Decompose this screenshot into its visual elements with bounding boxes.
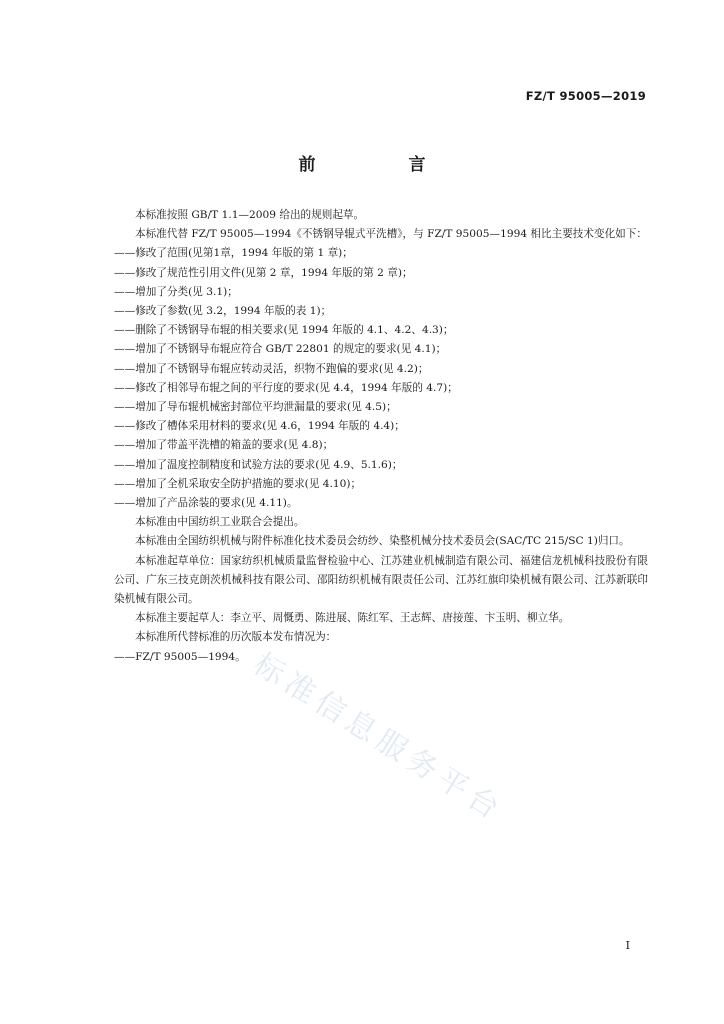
changes-list bbox=[114, 244, 648, 513]
paragraph: 本标准由全国纺织机械与附件标准化技术委员会纺纱、染整机械分技术委员会(SAC/TC 215/SC 1)归口。 bbox=[135, 535, 630, 548]
paragraph: 本标准按照 GB/T 1.1—2009 给出的规则起草。 bbox=[135, 209, 365, 221]
list-item: ——增加了不锈钢导布辊应符合 GB/T 22801 的规定的要求(见 4.1)； bbox=[114, 343, 447, 356]
paragraph: 本标准代替 FZ/T 95005—1994《不锈钢导辊式平洗槽》，与 FZ/T 95005—1994 相比主要技术变化如下： bbox=[135, 228, 647, 241]
list-item: ——增加了带盖平洗槽的箱盖的要求(见 4.8)； bbox=[114, 439, 334, 452]
list-item: ——修改了槽体采用材料的要求(见 4.6，1994 年版的 4.4)； bbox=[114, 420, 405, 433]
list-item: ——修改了相邻导布辊之间的平行度的要求(见 4.4，1994 年版的 4.7)； bbox=[114, 381, 458, 394]
list-item: ——增加了不锈钢导布辊应转动灵活，织物不跑偏的要求(见 4.2)； bbox=[114, 362, 429, 375]
foreword-body bbox=[114, 206, 648, 667]
list-item: ——修改了规范性引用文件(见第 2 章，1994 年版的第 2 章)； bbox=[114, 266, 413, 279]
list-item: ——删除了不锈钢导布辊的相关要求(见 1994 年版的 4.1、4.2、4.3)； bbox=[114, 324, 454, 337]
list-item: ——修改了参数(见 3.2，1994 年版的表 1)； bbox=[114, 305, 332, 318]
page-number: I bbox=[625, 939, 630, 952]
paragraph: 本标准由中国纺织工业联合会提出。 bbox=[135, 516, 305, 529]
list-item: ——增加了导布辊机械密封部位平均泄漏量的要求(见 4.5)； bbox=[114, 401, 397, 414]
list-item: ——增加了分类(见 3.1)； bbox=[114, 285, 238, 298]
list-item: ——FZ/T 95005—1994。 bbox=[114, 650, 246, 663]
list-item: ——修改了范围(见第1章，1994 年版的第 1 章)； bbox=[114, 247, 353, 260]
list-item: ——增加了产品涂装的要求(见 4.11)。 bbox=[114, 497, 298, 510]
paragraph: 本标准起草单位：国家纺织机械质量监督检验中心、江苏建业机械制造有限公司、福建信龙机械科技股份有限公司、广东三技克朗茨机械科技有限公司、邵阳纺织机械有限责任公司、江苏红旗印染机械有限公司、江苏新联印染机械有限公司。 bbox=[114, 554, 648, 606]
page-title: 前 言 bbox=[298, 155, 464, 175]
list-item: ——增加了全机采取安全防护措施的要求(见 4.10)； bbox=[114, 477, 362, 490]
list-item: ——增加了温度控制精度和试验方法的要求(见 4.9、5.1.6)； bbox=[114, 458, 403, 471]
watermark: 标准信息服务平台 bbox=[247, 646, 510, 830]
standard-number: FZ/T 95005—2019 bbox=[525, 89, 646, 103]
paragraph: 本标准所代替标准的历次版本发布情况为： bbox=[135, 631, 337, 644]
paragraph: 本标准主要起草人：李立平、周慨勇、陈进展、陈红军、王志辉、唐接莲、卞玉明、柳立华。 bbox=[135, 612, 570, 625]
